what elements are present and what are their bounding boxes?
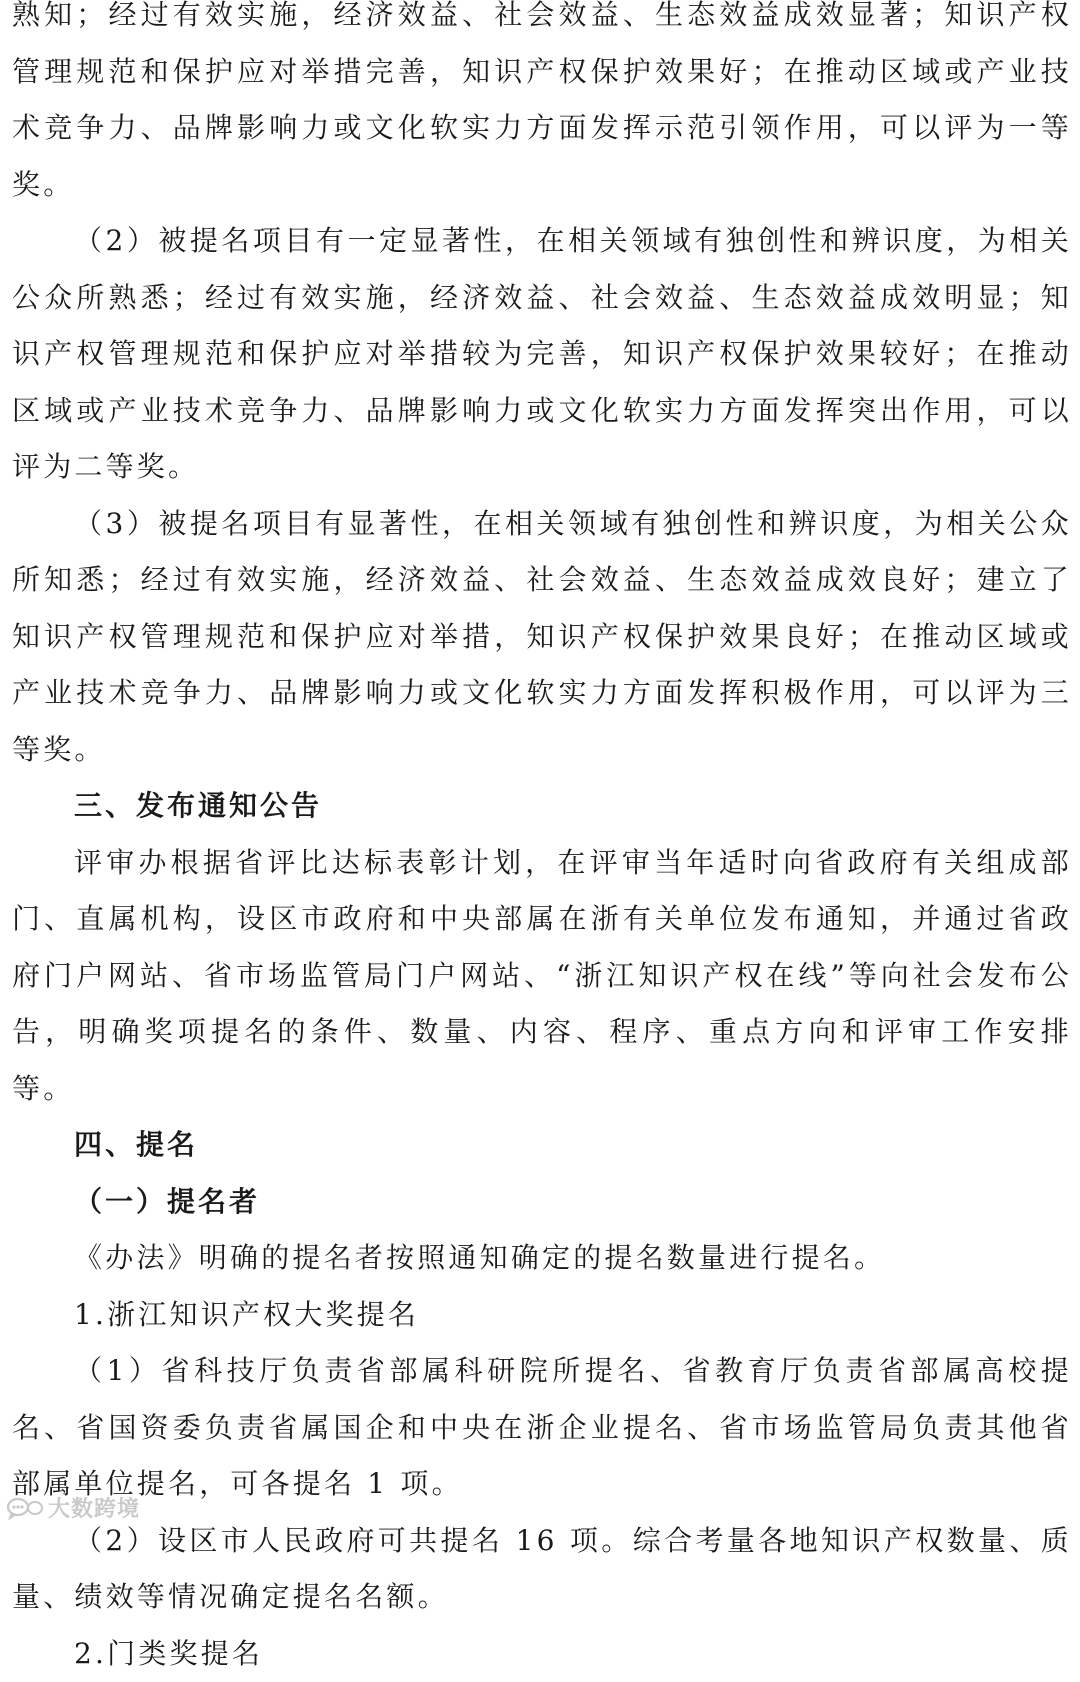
chat-bubble-logo-icon xyxy=(6,1496,44,1520)
subheading-nominators: （一）提名者 xyxy=(0,1174,1080,1231)
paragraph-grand-award-item-2: （2）设区市人民政府可共提名 16 项。综合考量各地知识产权数量、质量、绩效等情况确定提名名额。 xyxy=(0,1513,1080,1626)
paragraph-first-prize-continuation: 熟知；经过有效实施，经济效益、社会效益、生态效益成效显著；知识产权管理规范和保护应对举措完善，知识产权保护效果好；在推动区域或产业技术竞争力、品牌影响力或文化软实力方面发挥示范引领作用，可以评为一等奖。 xyxy=(0,0,1080,213)
watermark xyxy=(6,1492,140,1523)
section-heading-notice: 三、发布通知公告 xyxy=(0,778,1080,835)
section-heading-nomination: 四、提名 xyxy=(0,1117,1080,1174)
paragraph-grand-award-title: 1.浙江知识产权大奖提名 xyxy=(0,1287,1080,1344)
paragraph-third-prize: （3）被提名项目有显著性，在相关领域有独创性和辨识度，为相关公众所知悉；经过有效实施，经济效益、社会效益、生态效益成效良好；建立了知识产权管理规范和保护应对举措，知识产权保护效果良好；在推动区域或产业技术竞争力、品牌影响力或文化软实力方面发挥积极作用，可以评为三等奖。 xyxy=(0,496,1080,779)
watermark-text: 大数跨境 xyxy=(48,1492,140,1523)
paragraph-category-award-title: 2.门类奖提名 xyxy=(0,1626,1080,1682)
paragraph-nominators: 《办法》明确的提名者按照通知确定的提名数量进行提名。 xyxy=(0,1230,1080,1287)
paragraph-second-prize: （2）被提名项目有一定显著性，在相关领域有独创性和辨识度，为相关公众所熟悉；经过有效实施，经济效益、社会效益、生态效益成效明显；知识产权管理规范和保护应对举措较为完善，知识产权保护效果较好；在推动区域或产业技术竞争力、品牌影响力或文化软实力方面发挥突出作用，可以评为二等奖。 xyxy=(0,213,1080,496)
paragraph-notice: 评审办根据省评比达标表彰计划，在评审当年适时向省政府有关组成部门、直属机构，设区市政府和中央部属在浙有关单位发布通知，并通过省政府门户网站、省市场监管局门户网站、“浙江知识产权在线”等向社会发布公告，明确奖项提名的条件、数量、内容、程序、重点方向和评审工作安排等。 xyxy=(0,835,1080,1118)
paragraph-grand-award-item-1: （1）省科技厅负责省部属科研院所提名、省教育厅负责省部属高校提名、省国资委负责省属国企和中央在浙企业提名、省市场监管局负责其他省部属单位提名，可各提名 1 项。 xyxy=(0,1343,1080,1513)
